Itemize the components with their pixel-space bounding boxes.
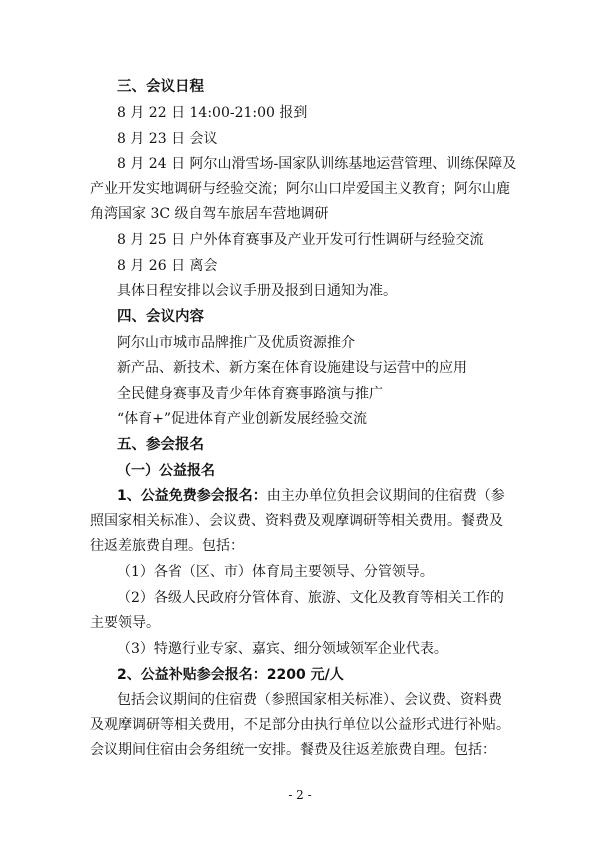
- schedule-note: 具体日程安排以会议手册及报到日通知为准。: [117, 283, 397, 299]
- schedule-day-26: 8 月 26 日 离会: [117, 258, 218, 274]
- free-registration-label: 1、公益免费参会报名：: [117, 488, 267, 504]
- free-registration-line1: [117, 486, 510, 506]
- subsidy-registration-title: 2、公益补贴参会报名：2200 元/人: [117, 667, 344, 683]
- subsidy-line2: 及观摩调研等相关费用，不足部分由执行单位以公益形式进行补贴。: [90, 717, 510, 733]
- free-registration-line3: 往返差旅费自理。包括：: [90, 538, 244, 554]
- subsidy-line1: 包括会议期间的住宿费（参照国家相关标准）、会议费、资料费: [117, 692, 502, 708]
- attendee-item-3: （3）特邀行业专家、嘉宾、细分领域领军企业代表。: [117, 641, 448, 657]
- section-5-title: 五、参会报名: [117, 437, 204, 453]
- content-item-2: 新产品、新技术、新方案在体育设施建设与运营中的应用: [117, 360, 467, 376]
- content-item-1: 阿尔山市城市品牌推广及优质资源推介: [117, 335, 355, 351]
- schedule-day-24-line2: 产业开发实地调研与经验交流；阿尔山口岸爱国主义教育；阿尔山鹿: [90, 181, 510, 197]
- section-3-title: 三、会议日程: [117, 79, 204, 95]
- content-item-3: 全民健身赛事及青少年体育赛事路演与推广: [117, 386, 383, 402]
- schedule-day-24-line1: 8 月 24 日 阿尔山滑雪场-国家队训练基地运营管理、训练保障及: [117, 156, 517, 172]
- schedule-day-23: 8 月 23 日 会议: [117, 131, 218, 147]
- page-number: - 2 -: [288, 788, 312, 802]
- attendee-item-1: （1）各省（区、市）体育局主要领导、分管领导。: [117, 564, 434, 580]
- schedule-day-25: 8 月 25 日 户外体育赛事及产业开发可行性调研与经验交流: [117, 232, 484, 248]
- schedule-day-24-line3: 角湾国家 3C 级自驾车旅居车营地调研: [90, 206, 329, 222]
- section-4-title: 四、会议内容: [117, 309, 204, 325]
- attendee-item-2-line1: （2）各级人民政府分管体育、旅游、文化及教育等相关工作的: [117, 590, 504, 606]
- attendee-item-2-line2: 主要领导。: [90, 615, 160, 631]
- subsidy-line3: 会议期间住宿由会务组统一安排。餐费及往返差旅费自理。包括：: [90, 742, 496, 758]
- content-item-4: “体育+”促进体育产业创新发展经验交流: [117, 411, 368, 427]
- schedule-day-22: 8 月 22 日 14:00-21:00 报到: [117, 105, 308, 121]
- free-registration-text: 由主办单位负担会议期间的住宿费（参: [266, 488, 505, 504]
- free-registration-line2: 照国家相关标准）、会议费、资料费及观摩调研等相关费用。餐费及: [90, 513, 503, 529]
- subsection-1-title: （一）公益报名: [117, 463, 215, 479]
